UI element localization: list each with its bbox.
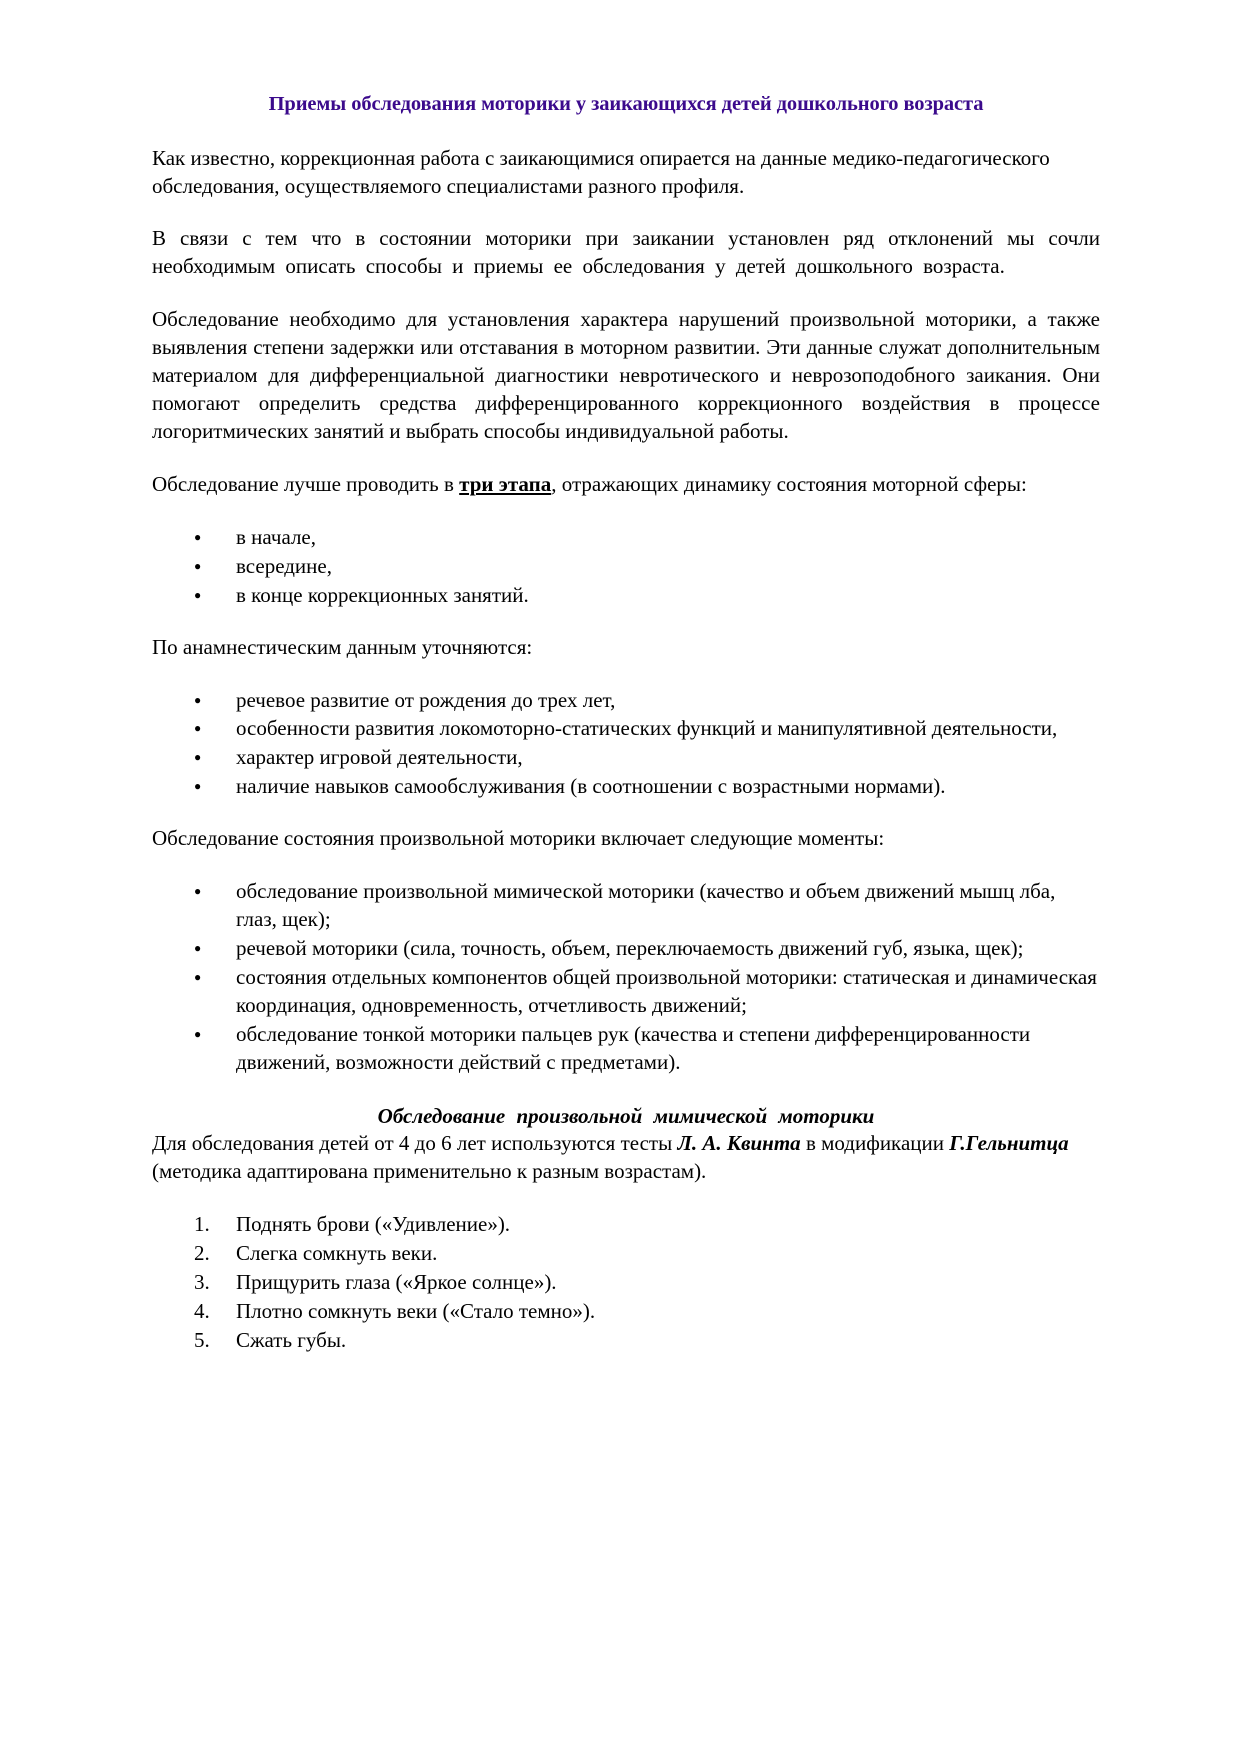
list-item: ● наличие навыков самообслуживания (в соотношении с возрастными нормами).	[194, 773, 1100, 801]
tests-list	[152, 1211, 1100, 1355]
list-item: ● всередине,	[194, 553, 1100, 581]
anamnesis-list	[152, 687, 1100, 802]
list-item: ● обследование произвольной мимической моторики (качество и объем движений мышц лба, глаз, щек);	[194, 878, 1100, 934]
list-item: Поднять брови («Удивление»).	[236, 1212, 511, 1237]
list-item: ● обследование тонкой моторики пальцев рук (качества и степени дифференцированности движений, возможности действий с предметами).	[194, 1021, 1100, 1077]
section-lead-suffix: (методика адаптирована применительно к разным возрастам).	[152, 1159, 707, 1184]
stages-emphasis: три этапа	[459, 471, 552, 496]
list-item: ● речевой моторики (сила, точность, объем, переключаемость движений губ, языка, щек);	[194, 935, 1100, 963]
paragraph-voluntary-lead: Обследование состояния произвольной моторики включает следующие моменты:	[152, 826, 885, 851]
stages-lead-prefix: Обследование лучше проводить в	[152, 471, 460, 496]
list-item: Прищурить глаза («Яркое солнце»).	[236, 1270, 557, 1295]
author-name-gelnitz: Г.Гельнитца	[949, 1131, 1069, 1156]
list-item: ● в начале,	[194, 524, 1100, 552]
paragraph-section-lead	[152, 1130, 1100, 1186]
section-lead-middle: в модификации	[800, 1131, 950, 1156]
stages-lead-suffix: , отражающих динамику состояния моторной сферы:	[551, 471, 1027, 496]
list-item: ● речевое развитие от рождения до трех лет,	[194, 687, 1100, 715]
paragraph-stages-lead	[152, 471, 1100, 499]
paragraph-purpose: Обследование необходимо для установления характера нарушений произвольной моторики, а также выявления степени задержки или отставания в моторном развитии. Эти данные служат дополнительным материалом для дифференциальной диагностики невротического и неврозоподобного заикания. Они помогают определить средства дифференцированного коррекционного воздействия в процессе логоритмических занятий и выбрать способы индивидуальной работы.	[152, 307, 1100, 443]
list-item: ● характер игровой деятельности,	[194, 744, 1100, 772]
section-heading: Обследование произвольной мимической моторики	[377, 1103, 875, 1128]
voluntary-list	[152, 878, 1100, 1076]
paragraph-anamnesis-lead: По анамнестическим данным уточняются:	[152, 634, 533, 659]
section-lead-prefix: Для обследования детей от 4 до 6 лет используются тесты	[152, 1131, 678, 1156]
list-item: ● состояния отдельных компонентов общей произвольной моторики: статическая и динамическая координация, одновременность, отчетливость движений;	[194, 964, 1100, 1020]
list-item: ● особенности развития локомоторно-статических функций и манипулятивной деятельности,	[194, 715, 1100, 743]
paragraph-reason: В связи с тем что в состоянии моторики при заикании установлен ряд отклонений мы сочли необходимым описать способы и приемы ее обследования у детей дошкольного возраста.	[152, 226, 1100, 279]
stages-list	[152, 524, 1100, 610]
list-item: Сжать губы.	[236, 1328, 347, 1353]
page-title: Приемы обследования моторики у заикающихся детей дошкольного возраста	[268, 93, 984, 115]
list-item: Плотно сомкнуть веки («Стало темно»).	[236, 1299, 596, 1324]
list-item: ● в конце коррекционных занятий.	[194, 582, 1100, 610]
list-item: Слегка сомкнуть веки.	[236, 1241, 438, 1266]
paragraph-intro: Как известно, коррекционная работа с заикающимися опирается на данные медико-педагогического обследования, осуществляемого специалистами разного профиля.	[152, 145, 1050, 198]
author-name-kvint: Л. А. Квинта	[677, 1131, 801, 1156]
